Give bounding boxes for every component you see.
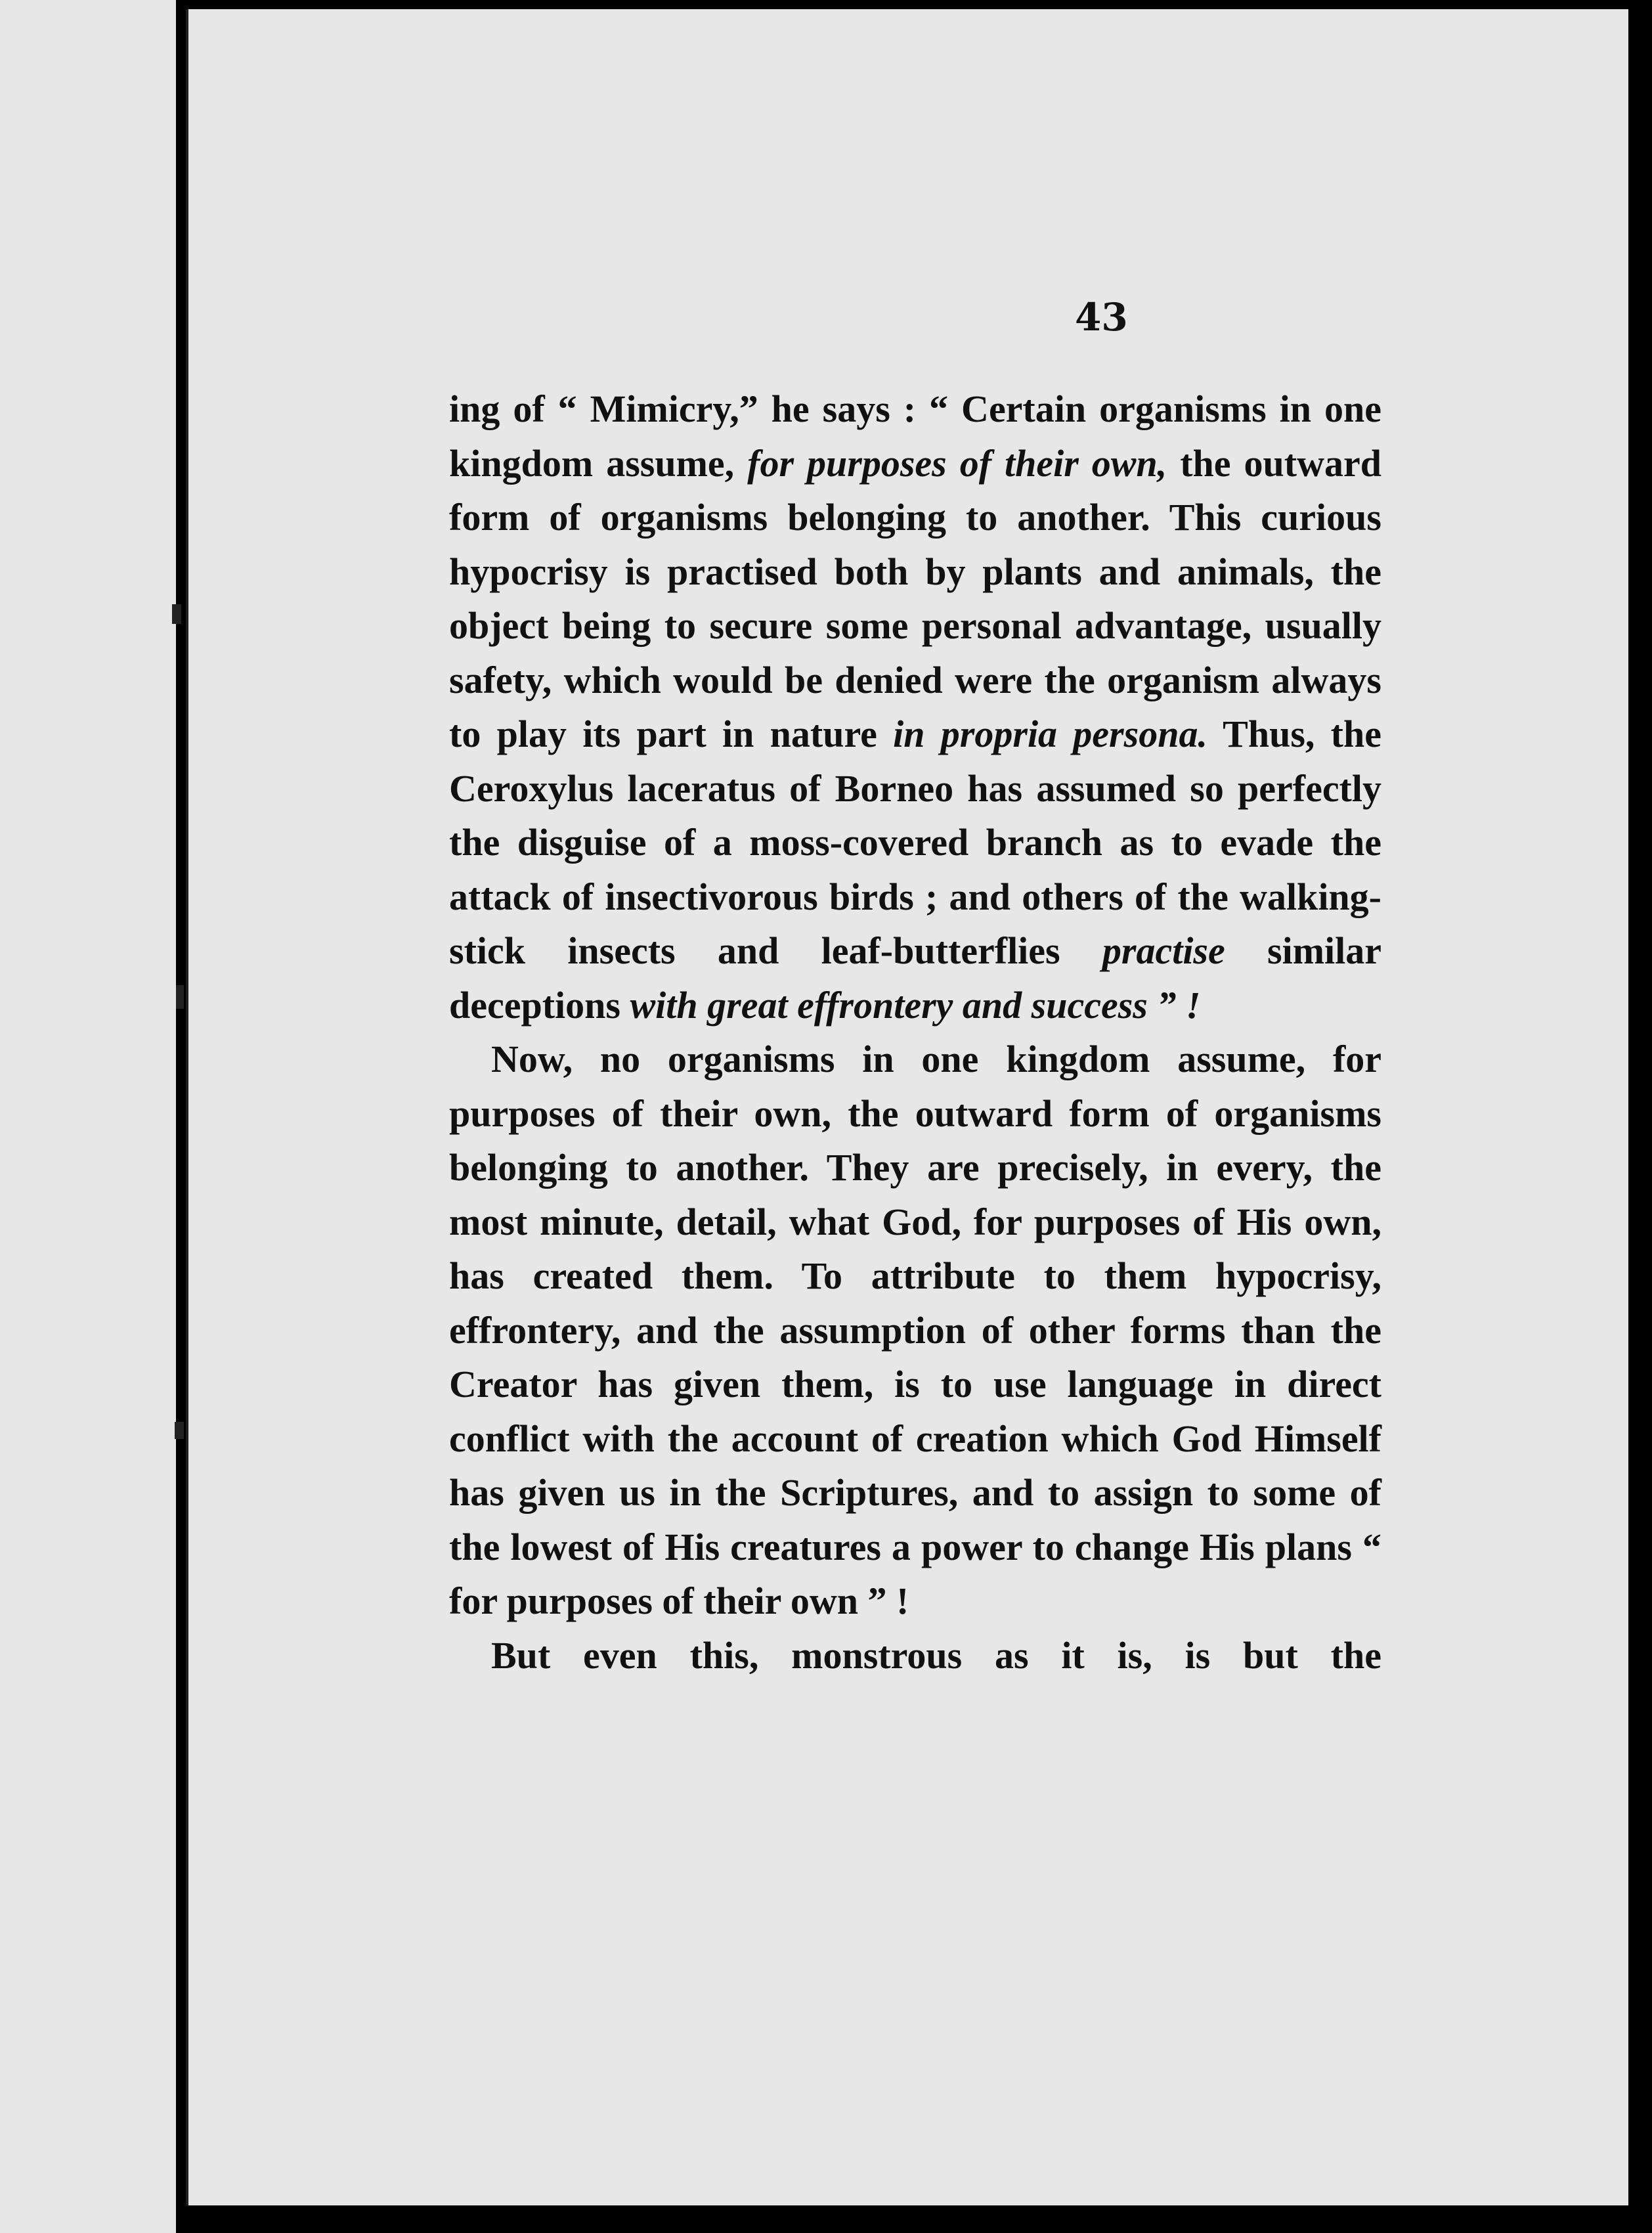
book-page bbox=[186, 9, 1628, 2205]
italic-run: in propria persona. bbox=[893, 713, 1207, 755]
text-run: the outward form of organisms belonging to another. This curious hypocrisy is practised both by plants and animals, the object being to secure some personal advantage, usually safety, which would be denied were the organism always to play its part in nature bbox=[449, 441, 1381, 755]
gutter-mark bbox=[176, 985, 184, 1009]
page-number: 43 bbox=[1075, 295, 1128, 340]
gutter-mark bbox=[175, 1422, 184, 1439]
italic-run: with great effrontery and success bbox=[630, 983, 1148, 1027]
text-run: similar deceptions bbox=[449, 929, 1381, 1027]
body-text bbox=[449, 382, 1381, 1683]
paragraph-1 bbox=[449, 382, 1381, 1032]
paragraph-2: Now, no organisms in one kingdom assume, for purposes of their own, the outward form of organisms belonging to another. They are precisely, in every, the most minute, detail, what God, for purposes of His own, has created them. To attribute to them hypocrisy, effrontery, and the assumption of other forms than the Creator has given them, is to use language in direct conflict with the account of creation which God Himself has given us in the Scriptures, and to assign to some of the lowest of His creatures a power to change His plans “ for purposes of their own ” ! bbox=[449, 1038, 1381, 1622]
gutter-mark bbox=[172, 604, 181, 624]
paragraph-3: But even this, monstrous as it is, is but the bbox=[491, 1633, 1381, 1677]
italic-run: for purposes of their own, bbox=[747, 441, 1167, 485]
italic-run: practise bbox=[1102, 929, 1225, 972]
facing-page-edge bbox=[0, 0, 176, 2233]
text-run: Thus, the Ceroxylus laceratus of Borneo has assumed so perfectly the disguise of a moss-covered branch as to evade the attack of insectivorous birds ; and others of the walking-stick insects and leaf-butterflies bbox=[449, 713, 1381, 972]
text-run: ” ! bbox=[1147, 983, 1201, 1027]
text-run: ing of “ Mimicry,” he says : “ Certain organisms in one kingdom assume, bbox=[449, 387, 1381, 485]
